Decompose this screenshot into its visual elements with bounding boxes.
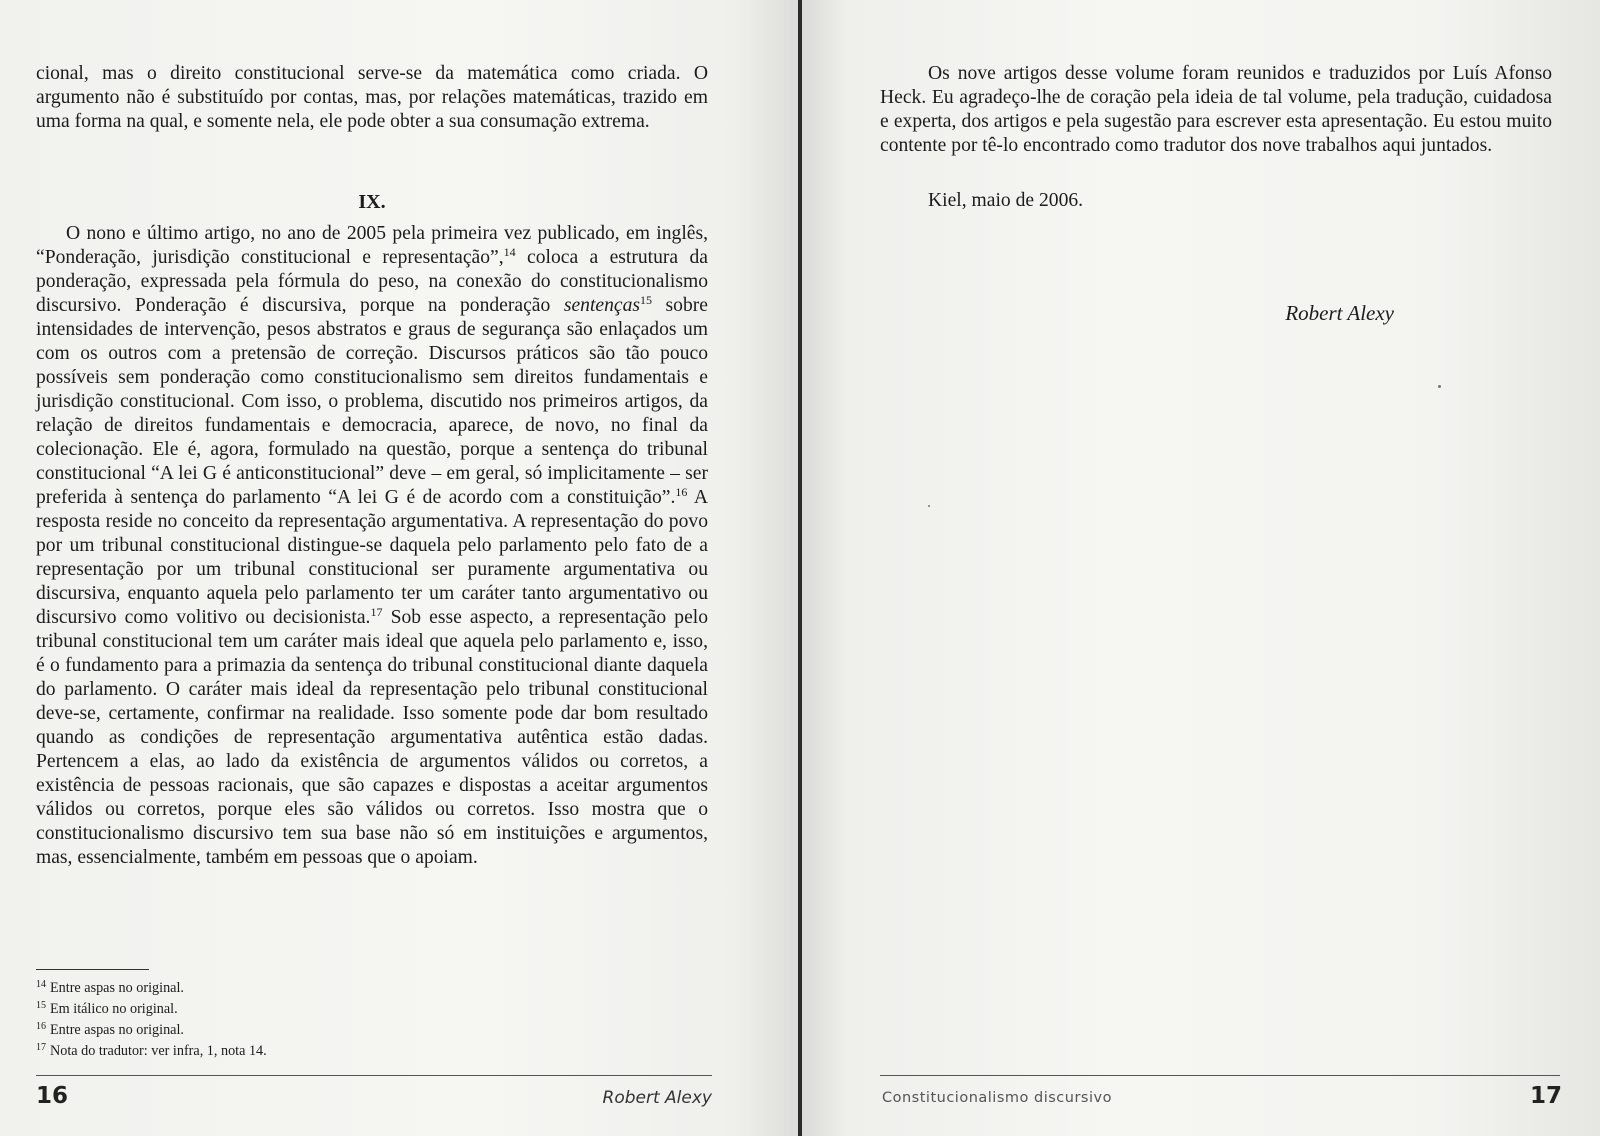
paragraph-main bbox=[36, 222, 708, 870]
author-signature: Robert Alexy bbox=[1285, 301, 1394, 325]
running-footer: Robert Alexy bbox=[602, 1088, 712, 1108]
paragraph-main-part-c: sobre intensidades de intervenção, pesos abstratos e graus de segurança são enlaçados um com os outros com a pretensão de correção. Discursos práticos são tão pouco possíveis sem ponderação como constitucionalismo sem direitos fundamentais e jurisdição constitucional. Com isso, o problema, discutido nos primeiros artigos, da relação de direitos fundamentais e democracia, aparece, de novo, no final da colecionação. Ele é, agora, formulado na questão, porque a sentença do tribunal constitucional “A lei G é anticonstitucional” deve – em geral, só implicitamente – ser preferida à sentença do parlamento “A lei G é de acordo com a constituição”. bbox=[36, 295, 708, 508]
footnote-number: 14 bbox=[36, 979, 46, 990]
paragraph-intro bbox=[36, 62, 708, 134]
footnote-text: Nota do tradutor: ver infra, 1, nota 14. bbox=[50, 1043, 267, 1059]
paragraph-acknowledgement-text: Os nove artigos desse volume foram reunidos e traduzidos por Luís Afonso Heck. Eu agradeço-lhe de coração pela ideia de tal volume, pela tradução, cuidadosa e experta, dos artigos e pela sugestão para escrever esta apresentação. Eu estou muito contente por tê-lo encontrado como tradutor dos nove trabalhos aqui juntados. bbox=[880, 63, 1552, 156]
paper-speck bbox=[1438, 385, 1441, 388]
paragraph-acknowledgement bbox=[880, 62, 1552, 158]
page-number: 16 bbox=[36, 1083, 69, 1109]
footnote-ref-16: 16 bbox=[675, 485, 688, 499]
footnote-text: Entre aspas no original. bbox=[50, 980, 184, 996]
footnote-number: 16 bbox=[36, 1021, 46, 1032]
paragraph-main-part-d: A resposta reside no conceito da representação argumentativa. A representação do povo por um tribunal constitucional distingue-se daquela pelo parlamento pelo fato de a representação por um tribunal constitucional ser puramente argumentativa ou discursiva, enquanto aquela pelo parlamento ter um caráter tanto argumentativo ou discursivo como volitivo ou decisionista. bbox=[36, 487, 708, 628]
paragraph-main-part-a: O nono e último artigo, no ano de 2005 pela primeira vez publicado, em inglês, “Ponderação, jurisdição constitucional e representação”, bbox=[36, 223, 708, 268]
paragraph-main-text bbox=[36, 222, 708, 870]
paragraph-intro-text: cional, mas o direito constitucional serve-se da matemática como criada. O argumento não é substituído por contas, mas, por relações matemáticas, trazido em uma forma na qual, e somente nela, ele pode obter a sua consumação extrema. bbox=[36, 63, 708, 132]
footnote-text: Em itálico no original. bbox=[50, 1001, 178, 1017]
footnote-17 bbox=[36, 1041, 636, 1062]
footnotes bbox=[36, 978, 636, 1062]
book-spine bbox=[798, 0, 802, 1136]
footer-rule bbox=[36, 1075, 712, 1076]
place-date: Kiel, maio de 2006. bbox=[928, 190, 1084, 211]
footnote-divider bbox=[36, 969, 149, 970]
footnote-16 bbox=[36, 1020, 636, 1041]
footer-rule bbox=[880, 1075, 1560, 1076]
paper-speck bbox=[928, 505, 930, 507]
paragraph-main-part-e: Sob esse aspecto, a representação pelo tribunal constitucional tem um caráter mais ideal que aquela pelo parlamento e, isso, é o fundamento para a primazia da sentença do tribunal constitucional diante daquela do parlamento. O caráter mais ideal da representação pelo tribunal constitucional deve-se, certamente, confirmar na realidade. Isso somente pode dar bom resultado quando as condições de representação argumentativa autêntica estão dadas. Pertencem a elas, ao lado da existência de argumentos válidos ou corretos, a existência de pessoas racionais, que são capazes e dispostas a aceitar argumentos válidos ou corretos, porque eles são válidos ou corretos. Isso mostra que o constitucionalismo discursivo tem sua base não só em instituições e argumentos, mas, essencialmente, também em pessoas que o apoiam. bbox=[36, 607, 709, 868]
paragraph-main-italic: sentenças bbox=[563, 295, 641, 316]
paragraph-main-part-b: coloca a estrutura da ponderação, expressada pela fórmula do peso, na conexão do constitucionalismo discursivo. Ponderação é discursiva, porque na ponderação bbox=[36, 247, 708, 316]
footnote-ref-17: 17 bbox=[370, 605, 383, 619]
page-number: 17 bbox=[1529, 1083, 1562, 1109]
footnote-text: Entre aspas no original. bbox=[50, 1022, 184, 1038]
running-footer: Constitucionalismo discursivo bbox=[882, 1090, 1112, 1106]
section-heading: IX. bbox=[358, 191, 386, 213]
footnote-ref-14: 14 bbox=[503, 245, 516, 259]
footnote-number: 15 bbox=[36, 1000, 46, 1011]
right-page bbox=[800, 0, 1600, 1136]
footnote-number: 17 bbox=[36, 1042, 46, 1053]
footnote-15 bbox=[36, 999, 636, 1020]
footnote-ref-15: 15 bbox=[640, 293, 653, 307]
footnote-14 bbox=[36, 978, 636, 999]
